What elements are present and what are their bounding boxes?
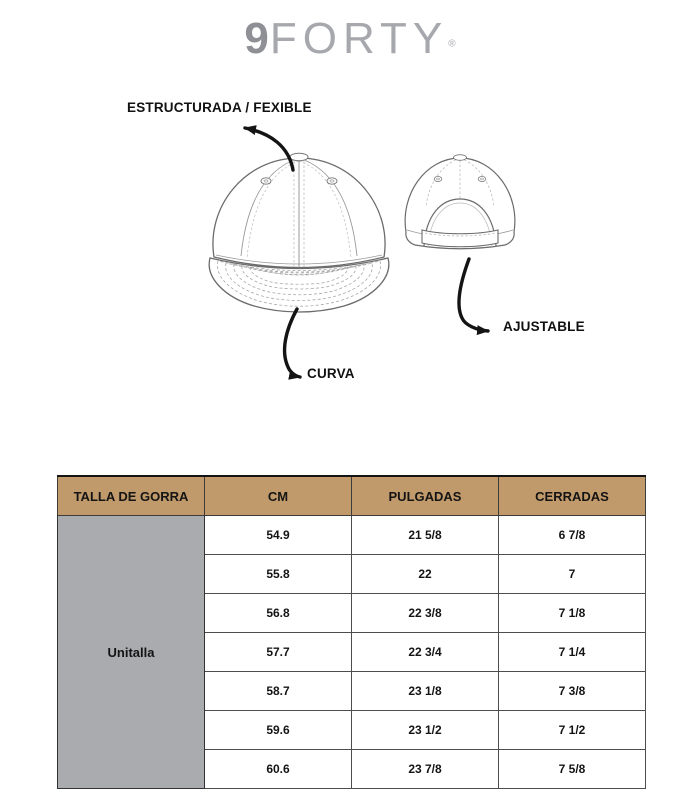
cap-back-drawing (405, 155, 515, 249)
table-row (58, 516, 646, 555)
header-cell-cerradas: CERRADAS (499, 476, 646, 516)
cell-cerradas: 7 1/4 (499, 633, 646, 672)
brand-name: FORTY (269, 14, 449, 63)
cell-pulgadas: 21 5/8 (352, 516, 499, 555)
size-table-section (57, 475, 645, 789)
cell-cm: 54.9 (205, 516, 352, 555)
header-cell-cm: CM (205, 476, 352, 516)
header-cell-pulgadas: PULGADAS (352, 476, 499, 516)
cell-cerradas: 7 1/8 (499, 594, 646, 633)
cell-pulgadas: 23 1/2 (352, 711, 499, 750)
cell-cm: 57.7 (205, 633, 352, 672)
cell-cerradas: 7 3/8 (499, 672, 646, 711)
cell-cerradas: 7 1/2 (499, 711, 646, 750)
registered-trademark-icon: ® (448, 38, 456, 50)
cell-pulgadas: 23 1/8 (352, 672, 499, 711)
brand-number: 9 (244, 14, 270, 63)
cell-cerradas: 7 (499, 555, 646, 594)
cell-pulgadas: 23 7/8 (352, 750, 499, 789)
cell-pulgadas: 22 (352, 555, 499, 594)
cell-pulgadas: 22 3/4 (352, 633, 499, 672)
cell-cm: 58.7 (205, 672, 352, 711)
cell-cm: 56.8 (205, 594, 352, 633)
cell-pulgadas: 22 3/8 (352, 594, 499, 633)
table-header-row (58, 476, 646, 516)
cap-button-icon (290, 153, 308, 161)
cell-cerradas: 7 5/8 (499, 750, 646, 789)
cap-button-icon (454, 155, 467, 161)
cell-cerradas: 6 7/8 (499, 516, 646, 555)
cap-front-drawing (209, 153, 389, 312)
label-structured-flexible: ESTRUCTURADA / FEXIBLE (127, 100, 312, 115)
cell-cm: 59.6 (205, 711, 352, 750)
arrow-curva-icon (285, 309, 300, 377)
header-cell-talla: TALLA DE GORRA (58, 476, 205, 516)
cell-cm: 55.8 (205, 555, 352, 594)
label-adjustable: AJUSTABLE (503, 319, 585, 334)
size-name-cell: Unitalla (58, 516, 205, 789)
label-curved-visor: CURVA (307, 366, 355, 381)
size-table (57, 475, 646, 789)
arrow-ajustable-icon (459, 259, 488, 331)
cell-cm: 60.6 (205, 750, 352, 789)
